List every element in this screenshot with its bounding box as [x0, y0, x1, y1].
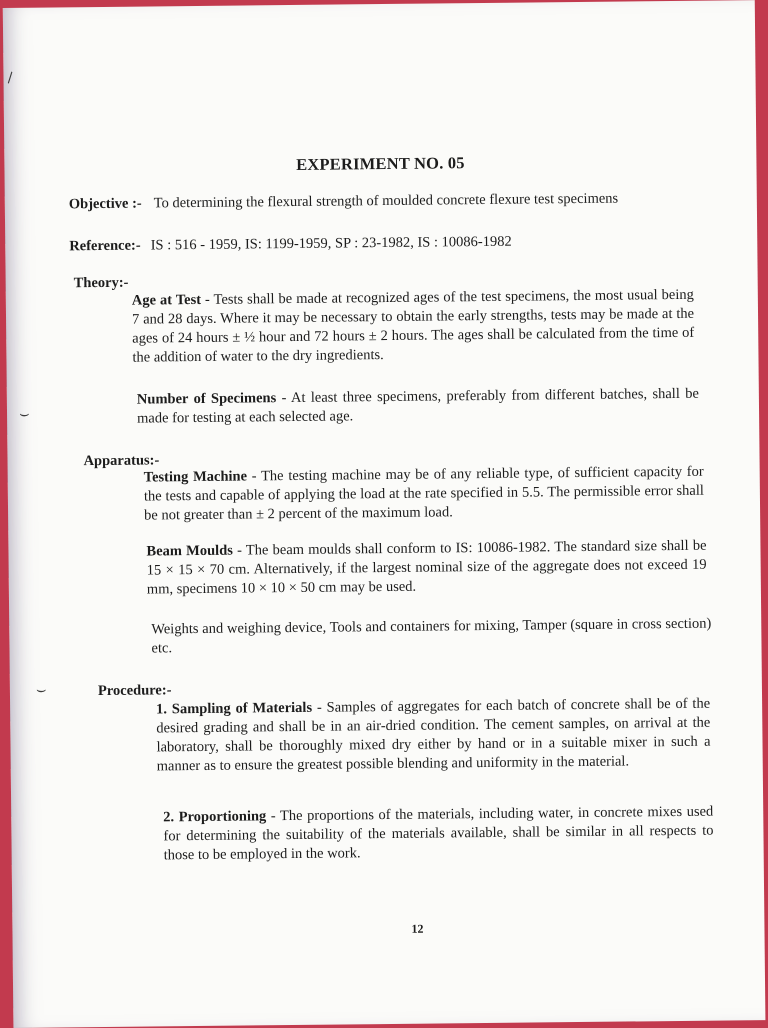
theory-number-of-specimens	[137, 385, 699, 429]
sampling-of-materials-text: - Samples of aggregates for each batch of concrete shall be of the desired grading and shall be in an air-dried condition. The cement samples, on arrival at the laboratory, shall be thoroughly mixed dry either by hand or in a suitable mixer in such a manner as to ensure the greatest possible blending and uniformity in the material.	[156, 695, 711, 775]
procedure-proportioning	[163, 803, 714, 866]
testing-machine-text: - The testing machine may be of any reliable type, of sufficient capacity for the tests and capable of applying the load at the rate specified in 5.5. The permissible error shall be not greater than ± 2 percent of the maximum load.	[143, 463, 704, 524]
apparatus-beam-moulds	[146, 537, 707, 600]
sampling-of-materials-heading: 1. Sampling of Materials	[156, 699, 313, 718]
proportioning-heading: 2. Proportioning	[163, 808, 267, 826]
procedure-sampling-of-materials	[156, 695, 711, 777]
apparatus-label: Apparatus:-	[83, 452, 160, 470]
theory-age-at-test	[132, 286, 695, 368]
apparatus-testing-machine	[144, 463, 705, 526]
theory-label: Theory:-	[73, 274, 129, 292]
other-equipment-text: Weights and weighing device, Tools and containers for mixing, Tamper (square in cross section) etc.	[151, 615, 712, 657]
procedure-label: Procedure:-	[97, 682, 172, 700]
scan-hole-mark: ⌣	[18, 403, 30, 423]
apparatus-other-equipment	[151, 615, 711, 659]
beam-moulds-text: - The beam moulds shall conform to IS: 10086-1982. The standard size shall be 15 × 15 × 70 cm. Alternatively, if the largest nominal size of the aggregate does not exceed 19 mm, specimens 10 × 10 × 50 cm may be used.	[146, 537, 707, 598]
age-at-test-heading: Age at Test	[131, 291, 202, 309]
age-at-test-text: - Tests shall be made at recognized ages of the test specimens, the most usual being 7 and 28 days. Where it may be necessary to obtain the early strengths, tests may be made at the ages of 24 hours ± ½ hour and 72 hours ± 2 hours. The ages shall be calculated from the time of the addition of water to the dry ingredients.	[131, 286, 695, 366]
objective-text: To determining the flexural strength of moulded concrete flexure test specimens	[153, 190, 619, 212]
number-of-specimens-heading: Number of Specimens	[136, 390, 277, 408]
scan-hole-mark: ⌣	[35, 679, 47, 699]
proportioning-text: - The proportions of the materials, including water, in concrete mixes used for determining the suitability of the materials available, shall be similar in all respects to those to be employed in the work.	[163, 803, 714, 864]
page-number: 12	[411, 921, 424, 936]
scan-tick-mark: \	[3, 70, 17, 86]
number-of-specimens-text: - At least three specimens, preferably from different batches, shall be made for testing at each selected age.	[137, 385, 699, 427]
page-title: EXPERIMENT NO. 05	[296, 153, 465, 174]
testing-machine-heading: Testing Machine	[143, 468, 248, 486]
document-page	[3, 0, 766, 1028]
beam-moulds-heading: Beam Moulds	[146, 542, 233, 560]
reference-label: Reference:-	[69, 237, 141, 255]
objective-line	[69, 189, 719, 214]
objective-label: Objective :-	[68, 195, 142, 213]
reference-text: IS : 516 - 1959, IS: 1199-1959, SP : 23-1982, IS : 10086-1982	[150, 233, 512, 254]
reference-line	[69, 231, 719, 256]
